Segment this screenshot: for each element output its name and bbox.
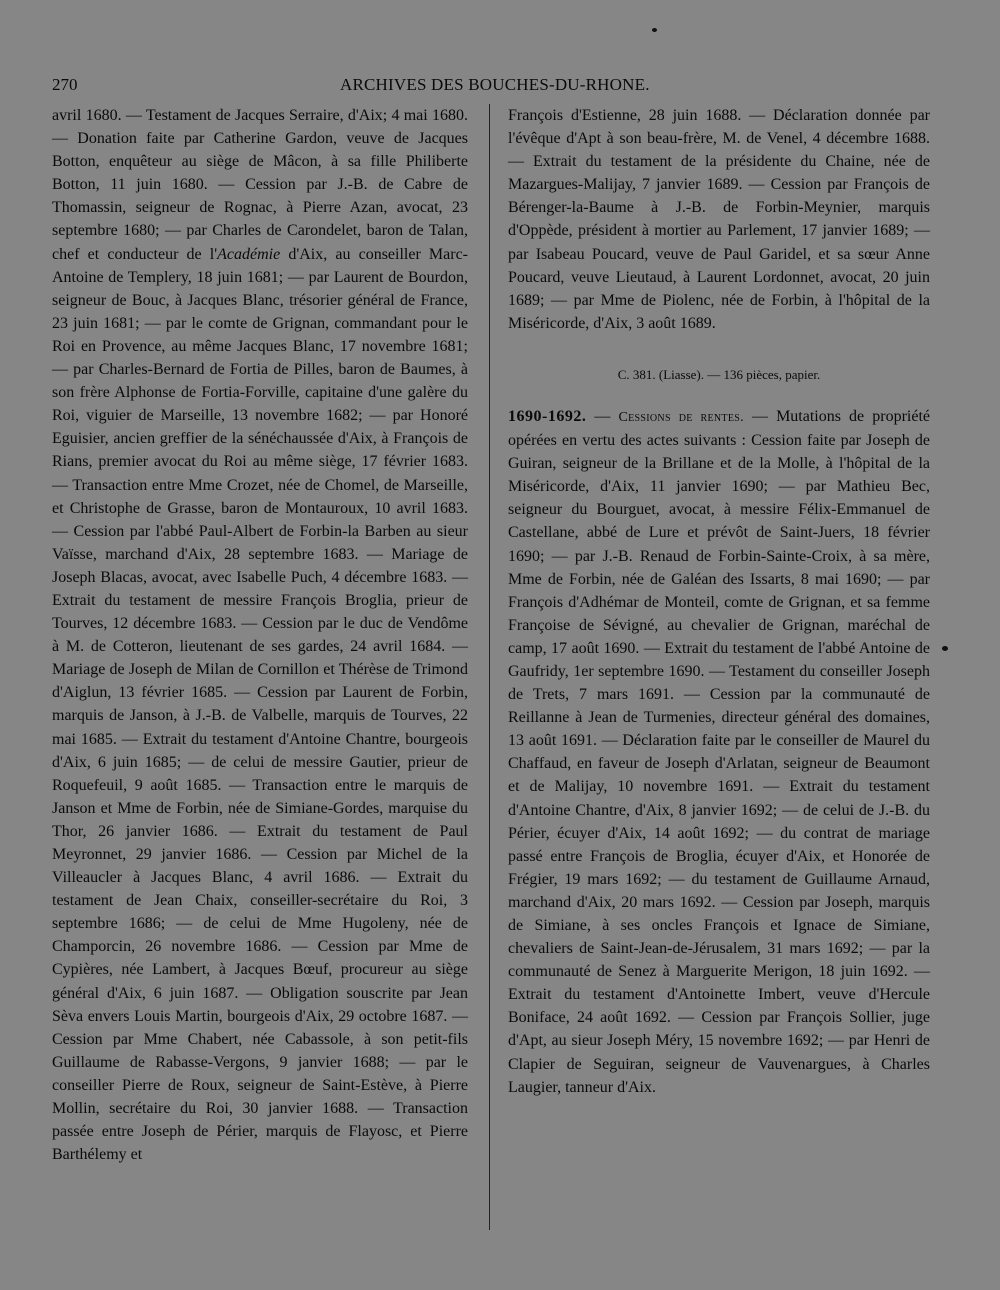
ink-speck <box>652 28 657 32</box>
right-column <box>508 104 930 1099</box>
archive-caption: C. 381. (Liasse). — 136 pièces, papier. <box>617 366 821 382</box>
right-continuation-text: François d'Estienne, 28 juin 1688. — Déclaration donnée par l'évêque d'Apt à son beau-frère, M. de Venel, 4 décembre 1688. — Extrait du testament de la présidente du Chaine, née de Mazargues-Malijay, 7 janvier 1689. — Cession par François de Bérenger-la-Baume à J.-B. de Forbin-Meynier, marquis d'Oppède, président à mortier au Parlement, 17 janvier 1689; — par Isabeau Poucard, veuve de Paul Garidel, et sa sœur Anne Poucard, veuve Lieutaud, à Laurent Lordonnet, avocat, 20 juin 1689; — par Mme de Piolenc, née de Forbin, à l'hôpital de la Miséricorde, d'Aix, 3 août 1689. <box>508 107 930 332</box>
ink-speck <box>942 646 948 651</box>
left-text-part2: d'Aix, au conseiller Marc-Antoine de Templery, 18 juin 1681; — par Laurent de Bourdon, seigneur de Bouc, à Jacques Blanc, trésorier général de France, 23 juin 1681; — par le comte de Grignan, commandant pour le Roi en Provence, au même Jacques Blanc, 17 novembre 1681; — par Charles-Bernard de Fortia de Pilles, baron de Baumes, à son frère Alphonse de Fortia-Forville, capitaine d'une galère du Roi, viguier de Marseille, 13 novembre 1682; — par Honoré Eguisier, ancien greffier de la sénéchaussée d'Aix, à François de Rians, premier avocat du Roi au même siège, 17 février 1683. — Transaction entre Mme Crozet, née de Chomel, de Marseille, et Christophe de Grasse, baron de Montauroux, 10 avril 1683. — Cession par l'abbé Paul-Albert de Forbin-la Barben au sieur Vaïsse, marchand d'Aix, 28 septembre 1683. — Mariage de Joseph Blacas, avocat, avec Isabelle Puch, 4 décembre 1683. — Extrait du testament de messire François Broglia, prieur de Tourves, 12 décembre 1683. — Cession par le duc de Vendôme à M. de Cotteron, lieutenant de ses gardes, 24 avril 1684. — Mariage de Joseph de Milan de Cornillon et Thérèse de Trimond d'Aiglun, 13 février 1685. — Cession par Laurent de Forbin, marquis de Janson, à J.-B. de Valbelle, marquis de Tourves, 22 mai 1685. — Extrait du testament d'Antoine Chantre, bourgeois d'Aix, 6 juin 1685; — de celui de messire Gautier, prieur de Roquefeuil, 9 août 1685. — Transaction entre le marquis de Janson et Mme de Forbin, née de Simiane-Gordes, marquise du Thor, 26 janvier 1686. — Extrait du testament de Paul Meyronnet, 29 janvier 1686. — Cession par Michel de la Villeaucler à Jacques Blanc, 4 avril 1686. — Extrait du testament de Jean Chaix, conseiller-secrétaire du Roi, 3 septembre 1686; — de celui de Mme Hugoleny, née de Champorcin, 26 novembre 1686. — Cession par Mme de Cypières, née Lambert, à Jacques Bœuf, procureur au siège général d'Aix, 6 juin 1687. — Obligation souscrite par Jean Sèva envers Louis Martin, bourgeois d'Aix, 29 octobre 1687. — Cession par Mme Chabert, née Cabassole, à son petit-fils Guillaume de Rabasse-Vergons, 9 janvier 1688; — par le conseiller Pierre de Roux, seigneur de Saint-Estève, à Pierre Mollin, secrétaire du Roi, 30 janvier 1688. — Transaction passée entre Joseph de Périer, marquis de Flayosc, et Pierre Barthélemy et <box>52 245 468 1164</box>
running-title: ARCHIVES DES BOUCHES-DU-RHONE. <box>340 75 650 94</box>
entry-block <box>508 405 930 1099</box>
entry-dash: — <box>586 407 619 425</box>
left-column <box>52 104 468 1166</box>
entry-date: 1690-1692. <box>508 407 587 425</box>
entry-heading: Cessions de rentes. <box>618 409 744 425</box>
left-text-italic: Académie <box>217 245 281 263</box>
left-text-part1: avril 1680. — Testament de Jacques Serraire, d'Aix; 4 mai 1680. — Donation faite par Catherine Gardon, veuve de Jacques Botton, enquêteur au siège de Mâcon, à sa fille Philiberte Botton, 11 juin 1680. — Cession par J.-B. de Cabre de Thomassin, seigneur de Rognac, à Pierre Azan, avocat, 23 septembre 1680; — par Charles de Carondelet, baron de Talan, chef et conducteur de l' <box>52 107 468 263</box>
entry-text: — Mutations de propriété opérées en vertu des actes suivants : Cession faite par Joseph de Guiran, seigneur de la Brillane et de la Molle, à l'hôpital de la Miséricorde, d'Aix, 11 janvier 1690; — par Mathieu Bec, seigneur du Bourguet, avocat, à messire Félix-Emmanuel de Castellane, abbé de Lure et prévôt de Saint-Juers, 18 février 1690; — par J.-B. Renaud de Forbin-Sainte-Croix, à sa mère, Mme de Forbin, née de Galéan des Issarts, 8 mai 1690; — par François d'Adhémar de Monteil, comte de Grignan, et sa femme Françoise de Sévigné, au chevalier de Grignan, maréchal de camp, 17 août 1690. — Extrait du testament de l'abbé Antoine de Gaufridy, 1er septembre 1690. — Testament du conseiller Joseph de Trets, 7 mars 1691. — Cession par la communauté de Reillanne à Jean de Turmenies, directeur général des domaines, 13 août 1691. — Déclaration faite par le conseiller de Maurel du Chaffaud, en faveur de Joseph d'Arlatan, seigneur de Beaumont et de Malijay, 10 novembre 1691. — Extrait du testament d'Antoine Chantre, d'Aix, 8 janvier 1692; — de celui de J.-B. du Périer, écuyer d'Aix, 14 août 1692; — du contrat de mariage passé entre François de Broglia, écuyer d'Aix, et Honorée de Frégier, 19 mars 1692; — du testament de Guillaume Arnaud, marchand d'Aix, 20 mars 1692. — Cession par Joseph, marquis de Simiane, à ses oncles François et Ignace de Simiane, chevaliers de Saint-Jean-de-Jérusalem, 31 mars 1692; — par la communauté de Senez à Marguerite Merigon, 18 juin 1692. — Extrait du testament d'Antoinette Imbert, veuve d'Hercule Boniface, 24 août 1692. — Cession par François Sollier, juge d'Apt, au sieur Joseph Méry, 15 novembre 1692; — par Henri de Clapier de Seguiran, seigneur de Vauvenargues, à Charles Laugier, tanneur d'Aix. <box>508 407 930 1096</box>
page-number: 270 <box>52 75 78 94</box>
page-header <box>52 72 942 98</box>
column-divider <box>489 104 490 1230</box>
left-column-text <box>52 104 468 1166</box>
